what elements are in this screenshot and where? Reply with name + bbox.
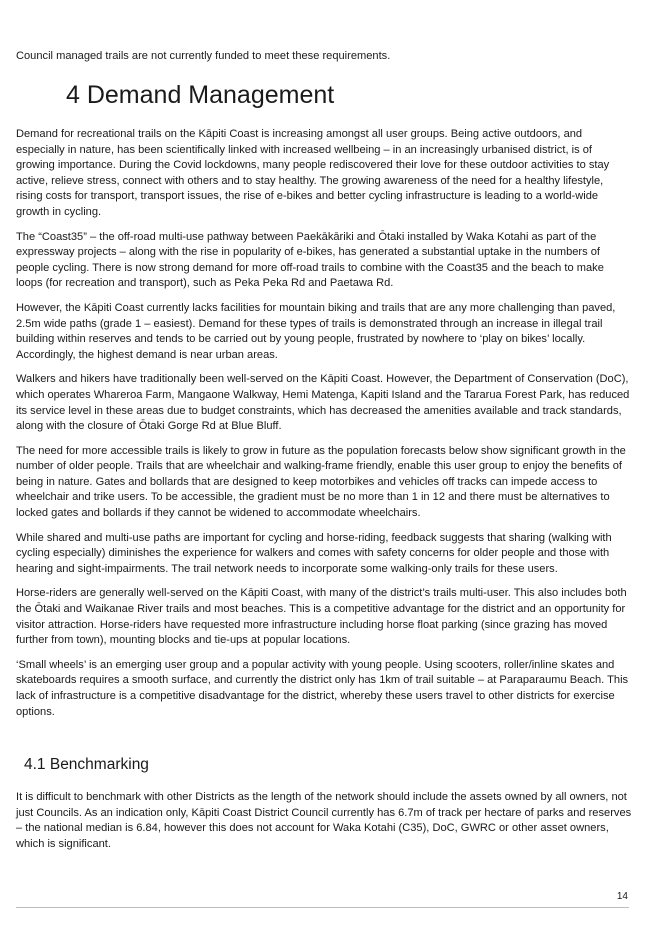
paragraph: It is difficult to benchmark with other Districts as the length of the network should include the assets owned by all owners, not just Councils. As an indication only, Kāpiti Coast District Council currently has 6.7m of track per hectare of parks and reserves – the national median is 6.84, however this does not account for Waka Kotahi (C35), DoC, GWRC or other asset owners, which is significant. <box>16 791 632 850</box>
paragraph: Walkers and hikers have traditionally been well-served on the Kāpiti Coast. However, the Department of Conservation (DoC), which operates Whareroa Farm, Mangaone Walkway, Hemi Matenga, Kapiti Island and the Tararua Forest Park, has reduced its service level in these areas due to budget constraints, which has decreased the amenities available and track standards, along with the closure of Ōtaki Gorge Rd at Blue Bluff. <box>16 373 630 433</box>
footer-divider <box>16 907 629 908</box>
paragraph: However, the Kāpiti Coast currently lacks facilities for mountain biking and trails that are any more challenging than paved, 2.5m wide paths (grade 1 – easiest). Demand for these types of trails is demonstrated through an increase in illegal trail building within reserves and tends to be carried out by young people, frustrated by nowhere to ‘play on bikes’ locally. Accordingly, the highest demand is near urban areas. <box>16 301 616 361</box>
lead-line: Council managed trails are not currently funded to meet these requirements. <box>16 50 391 62</box>
paragraph: The “Coast35” – the off-road multi-use pathway between Paekākāriki and Ōtaki installed by Waka Kotahi as part of the expressway projects – along with the rise in popularity of e-bikes, has generated a substantial uptake in the numbers of people cycling. There is now strong demand for more off-road trails to combine with the Coast35 and the beach to make loops (for recreation and transport), such as Peka Peka Rd and Paetawa Rd. <box>16 230 604 290</box>
section-4-1-heading: 4.1 Benchmarking <box>24 756 149 773</box>
paragraph: The need for more accessible trails is likely to grow in future as the population forecasts below show significant growth in the number of older people. Trails that are wheelchair and walking-frame friendly, enable this user group to enjoy the benefits of being in nature. Gates and bollards that are designed to keep motorbikes and vehicles off tracks can impede access to wheelchair and trike users. To be accessible, the gradient must be no more than 1 in 12 and there must be alternatives to locked gates and bollards if they cannot be widened to accommodate wheelchairs. <box>16 444 626 520</box>
section-4-body <box>16 127 632 729</box>
paragraph: ‘Small wheels’ is an emerging user group and a popular activity with young people. Using scooters, roller/inline skates and skateboards requires a smooth surface, and currently the district only has 1km of trail suitable – at Paraparaumu Beach. This lack of infrastructure is a competitive disadvantage for the district, whereby these users travel to other districts for exercise options. <box>16 658 629 718</box>
page-number: 14 <box>616 891 628 902</box>
paragraph: Horse-riders are generally well-served on the Kāpiti Coast, with many of the district’s trails multi-user. This also includes both the Ōtaki and Waikanae River trails and most beaches. This is a competitive advantage for the district and an opportunity for visitor attraction. Horse-riders have requested more infrastructure including horse float parking (since grazing has moved further from town), mounting blocks and tie-ups at popular locations. <box>16 587 627 647</box>
section-4-heading: 4 Demand Management <box>66 81 335 109</box>
section-4-1-body <box>16 790 632 861</box>
paragraph: Demand for recreational trails on the Kāpiti Coast is increasing amongst all user groups. Being active outdoors, and especially in nature, has been scientifically linked with increased wellbeing – in an increasingly urbanised district, is of growing importance. During the Covid lockdowns, many people rediscovered their love for these outdoor activities to stay active, relieve stress, connect with others and to stay healthy. The growing awareness of the need for a healthy lifestyle, rising costs for transport, transport issues, the rise of e-bikes and better cycling infrastructure is leading to a world-wide growth in cycling. <box>16 128 610 218</box>
paragraph: While shared and multi-use paths are important for cycling and horse-riding, feedback suggests that sharing (walking with cycling especially) diminishes the experience for walkers and comes with safety concerns for older people and those with hearing and sight-impairments. The trail network needs to incorporate some walking-only trails for these users. <box>16 531 612 575</box>
